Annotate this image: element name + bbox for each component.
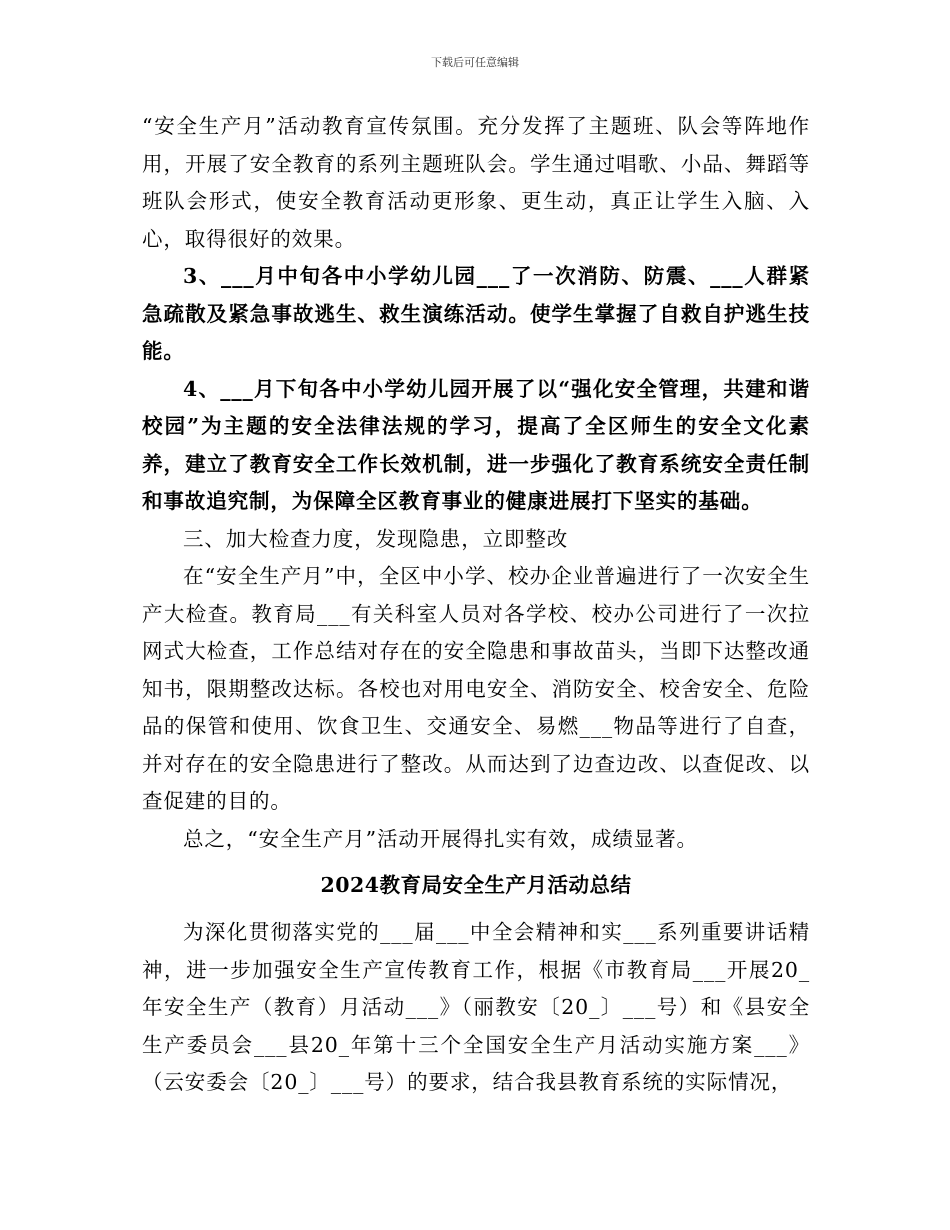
paragraph-second-doc-intro: 为深化贯彻落实党的___届___中全会精神和实___系列重要讲话精神，进一步加强安全生产宣传教育工作，根据《市教育局___开展20_年安全生产（教育）月活动___》（丽教安〔20_〕___号）和《县安全生产委员会___县20_年第十三个全国安全生产月活动实施方案___》（云安委会〔20_〕___号）的要求，结合我县教育系统的实际情况， <box>142 920 810 1094</box>
paragraph-item-3-drill: 3、___月中旬各中小学幼儿园___了一次消防、防震、___人群紧急疏散及紧急事故逃生、救生演练活动。使学生掌握了自救自护逃生技能。 <box>142 264 810 363</box>
paragraph-item-4-law-study: 4、___月下旬各中小学幼儿园开展了以“强化安全管理，共建和谐校园”为主题的安全法律法规的学习，提高了全区师生的安全文化素养，建立了教育安全工作长效机制，进一步强化了教育系统安全责任制和事故追究制，为保障全区教育事业的健康进展打下坚实的基础。 <box>142 376 810 513</box>
paragraph-summary: 总之，“安全生产月”活动开展得扎实有效，成绩显著。 <box>183 826 698 851</box>
document-title: 2024教育局安全生产月活动总结 <box>320 873 632 897</box>
page-header-note: 下载后可任意编辑 <box>431 56 519 69</box>
paragraph-activity-atmosphere: “安全生产月”活动教育宣传氛围。充分发挥了主题班、队会等阵地作用，开展了安全教育的系列主题班队会。学生通过唱歌、小品、舞蹈等班队会形式，使安全教育活动更形象、更生动，真正让学生入脑、入心，取得很好的效果。 <box>142 114 810 251</box>
section-heading-inspection: 三、加大检查力度，发现隐患，立即整改 <box>183 526 569 551</box>
paragraph-inspection-body: 在“安全生产月”中，全区中小学、校办企业普遍进行了一次安全生产大检查。教育局___有关科室人员对各学校、校办公司进行了一次拉网式大检查，工作总结对存在的安全隐患和事故苗头，当即下达整改通知书，限期整改达标。各校也对用电安全、消防安全、校舍安全、危险品的保管和使用、饮食卫生、交通安全、易燃___物品等进行了自查，并对存在的安全隐患进行了整改。从而达到了边查边改、以查促改、以查促建的目的。 <box>142 564 810 813</box>
document-body <box>142 108 810 1102</box>
